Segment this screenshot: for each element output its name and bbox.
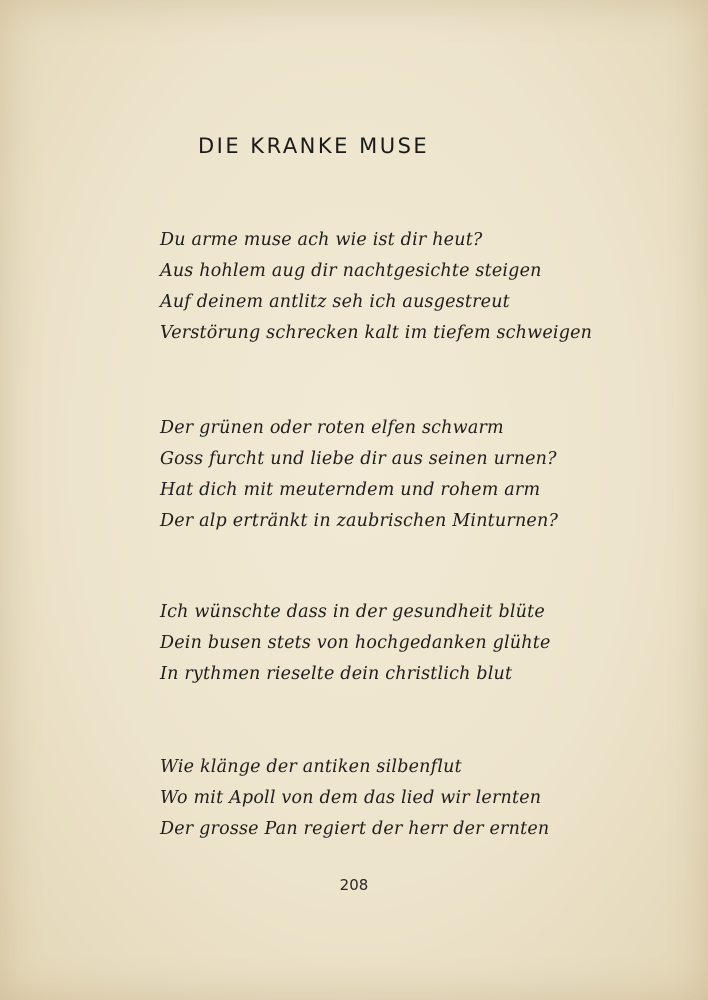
stanza-3 (160, 597, 551, 690)
verse-line: Goss furcht und liebe dir aus seinen urnen? (160, 449, 557, 469)
verse-line: Hat dich mit meuterndem und rohem arm (160, 480, 541, 500)
poem-title: DIE KRANKE MUSE (198, 134, 430, 158)
verse-line: Aus hohlem aug dir nachtgesichte steigen (160, 261, 542, 281)
verse-line: Ich wünschte dass in der gesundheit blüte (160, 602, 545, 622)
page-number: 208 (339, 876, 369, 894)
stanza-1 (160, 225, 592, 349)
verse-line: Verstörung schrecken kalt im tiefem schweigen (160, 323, 593, 343)
stanza-4 (160, 752, 549, 845)
verse-line: Der grünen oder roten elfen schwarm (160, 418, 504, 438)
stanza-2 (160, 413, 558, 537)
verse-line: Wie klänge der antiken silbenflut (160, 757, 462, 777)
verse-line: Auf deinem antlitz seh ich ausgestreut (160, 292, 510, 312)
verse-line: Dein busen stets von hochgedanken glühte (160, 633, 551, 653)
verse-line: Der grosse Pan regiert der herr der ernten (160, 819, 550, 839)
verse-line: Der alp ertränkt in zaubrischen Minturnen? (160, 511, 559, 531)
verse-line: Wo mit Apoll von dem das lied wir lernten (160, 788, 542, 808)
verse-line: In rythmen rieselte dein christlich blut (160, 664, 513, 684)
verse-line: Du arme muse ach wie ist dir heut? (160, 230, 483, 250)
